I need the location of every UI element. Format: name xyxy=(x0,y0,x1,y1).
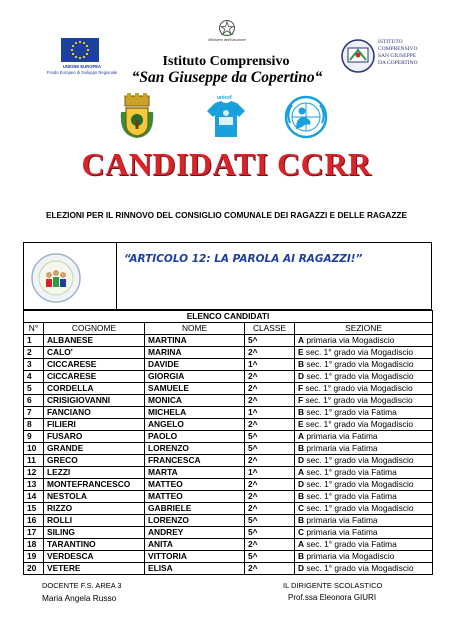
article-box xyxy=(23,242,432,310)
section-location: sec. 1° grado via Mogadiscio xyxy=(304,455,414,465)
row-number: 12 xyxy=(24,467,44,479)
class-cell: 5^ xyxy=(245,551,295,563)
surname-cell: SILING xyxy=(44,527,145,539)
name-cell: ANDREY xyxy=(145,527,245,539)
row-number: 19 xyxy=(24,551,44,563)
surname-cell: FILIERI xyxy=(44,419,145,431)
surname-cell: FANCIANO xyxy=(44,407,145,419)
class-cell: 5^ xyxy=(245,443,295,455)
section-cell xyxy=(295,407,433,419)
section-cell xyxy=(295,563,433,575)
column-header: COGNOME xyxy=(44,323,145,335)
name-cell: MATTEO xyxy=(145,491,245,503)
section-cell xyxy=(295,479,433,491)
name-cell: SAMUELE xyxy=(145,383,245,395)
section-cell xyxy=(295,335,433,347)
ministry-text: Ministero dell'Istruzione xyxy=(208,38,246,42)
page-subtitle: ELEZIONI PER IL RINNOVO DEL CONSIGLIO COMUNALE DEI RAGAZZI E DELLE RAGAZZE xyxy=(45,210,408,220)
section-location: primaria via Mogadiscio xyxy=(304,551,395,561)
section-location: sec. 1° grado via Mogadiscio xyxy=(303,347,414,357)
unicef-label: unicef xyxy=(217,95,232,101)
row-number: 13 xyxy=(24,479,44,491)
row-number: 15 xyxy=(24,503,44,515)
table-row xyxy=(24,383,433,395)
school-name: Istituto Comprensivo xyxy=(162,54,290,69)
eu-flag-icon xyxy=(61,38,99,62)
section-location: sec. 1° grado via Mogadiscio xyxy=(303,419,414,429)
class-cell: 1^ xyxy=(245,359,295,371)
name-cell: LORENZO xyxy=(145,443,245,455)
section-location: sec. 1° grado via Fatima xyxy=(304,467,397,477)
section-location: sec. 1° grado via Mogadiscio xyxy=(304,563,414,573)
name-cell: DAVIDE xyxy=(145,359,245,371)
city-crest-icon xyxy=(117,92,157,140)
surname-cell: CALO' xyxy=(44,347,145,359)
section-cell xyxy=(295,347,433,359)
section-cell xyxy=(295,443,433,455)
section-location: primaria via Fatima xyxy=(304,515,378,525)
name-cell: ELISA xyxy=(145,563,245,575)
column-header: SEZIONE xyxy=(295,323,433,335)
table-row xyxy=(24,371,433,383)
section-cell xyxy=(295,419,433,431)
section-letter: A xyxy=(298,539,305,549)
class-cell: 2^ xyxy=(245,503,295,515)
section-letter: D xyxy=(298,563,305,573)
seal-line: SAN GIUSEPPE xyxy=(378,53,417,59)
row-number: 18 xyxy=(24,539,44,551)
name-cell: FRANCESCA xyxy=(145,455,245,467)
unicef-shirt-icon xyxy=(205,95,247,139)
column-header: N° xyxy=(24,323,44,335)
seal-line: ISTITUTO COMPRENSIVO xyxy=(378,39,418,52)
table-row xyxy=(24,479,433,491)
name-cell: LORENZO xyxy=(145,515,245,527)
class-cell: 2^ xyxy=(245,563,295,575)
name-cell: GIORGIA xyxy=(145,371,245,383)
name-cell: MARTINA xyxy=(145,335,245,347)
section-letter: D xyxy=(298,371,305,381)
section-letter: B xyxy=(298,443,305,453)
section-letter: C xyxy=(298,527,305,537)
row-number: 16 xyxy=(24,515,44,527)
section-location: sec. 1° grado via Mogadiscio xyxy=(303,383,413,393)
section-cell xyxy=(295,551,433,563)
class-cell: 5^ xyxy=(245,335,295,347)
section-letter: B xyxy=(298,359,305,369)
table-row xyxy=(24,455,433,467)
surname-cell: VETERE xyxy=(44,563,145,575)
section-location: sec. 1° grado via Mogadiscio xyxy=(303,395,413,405)
section-cell xyxy=(295,431,433,443)
table-row xyxy=(24,407,433,419)
name-cell: ANITA xyxy=(145,539,245,551)
section-cell xyxy=(295,383,433,395)
page-title: CANDIDATI CCRR xyxy=(81,146,372,182)
candidates-table xyxy=(23,310,433,575)
italian-republic-emblem-icon xyxy=(218,19,236,37)
class-cell: 5^ xyxy=(245,527,295,539)
table-row xyxy=(24,359,433,371)
section-letter: D xyxy=(298,479,305,489)
class-cell: 2^ xyxy=(245,395,295,407)
class-cell: 2^ xyxy=(245,491,295,503)
surname-cell: CICCARESE xyxy=(44,359,145,371)
section-letter: B xyxy=(298,551,305,561)
row-number: 5 xyxy=(24,383,44,395)
surname-cell: CRISIGIOVANNI xyxy=(44,395,145,407)
table-row xyxy=(24,395,433,407)
section-letter: B xyxy=(298,491,305,501)
surname-cell: FUSARO xyxy=(44,431,145,443)
name-cell: ANGELO xyxy=(145,419,245,431)
row-number: 8 xyxy=(24,419,44,431)
surname-cell: CORDELLA xyxy=(44,383,145,395)
principal-name: Prof.ssa Eleonora GIURI xyxy=(288,593,377,602)
section-location: sec. 1° grado via Mogadiscio xyxy=(304,503,414,513)
name-cell: MONICA xyxy=(145,395,245,407)
section-cell xyxy=(295,515,433,527)
section-location: sec. 1° grado via Mogadiscio xyxy=(304,479,414,489)
row-number: 20 xyxy=(24,563,44,575)
section-location: primaria via Fatima xyxy=(304,443,378,453)
unicef-shirt xyxy=(205,95,247,139)
row-number: 14 xyxy=(24,491,44,503)
name-cell: MARTA xyxy=(145,467,245,479)
section-location: sec. 1° grado via Fatima xyxy=(304,491,397,501)
section-letter: B xyxy=(298,407,305,417)
school-seal-icon xyxy=(340,36,376,76)
class-cell: 2^ xyxy=(245,347,295,359)
surname-cell: GRECO xyxy=(44,455,145,467)
table-row xyxy=(24,551,433,563)
eu-caption: UNIONE EUROPEA xyxy=(62,64,102,69)
column-header: CLASSE xyxy=(245,323,295,335)
section-letter: A xyxy=(298,431,305,441)
section-cell xyxy=(295,455,433,467)
class-cell: 2^ xyxy=(245,479,295,491)
row-number: 4 xyxy=(24,371,44,383)
ccrr-logo-icon xyxy=(29,251,83,305)
table-row xyxy=(24,563,433,575)
principal-role: IL DIRIGENTE SCOLASTICO xyxy=(283,581,383,590)
unicef-emblem-icon xyxy=(282,93,330,141)
name-cell: GABRIELE xyxy=(145,503,245,515)
teacher-name: Maria Angela Russo xyxy=(42,593,117,603)
row-number: 3 xyxy=(24,359,44,371)
class-cell: 2^ xyxy=(245,539,295,551)
row-number: 2 xyxy=(24,347,44,359)
eu-fund-caption: Fondo Europeo di Sviluppo Regionale xyxy=(46,70,118,75)
section-cell xyxy=(295,395,433,407)
section-letter: A xyxy=(298,335,305,345)
section-cell xyxy=(295,359,433,371)
section-location: primaria via Mogadiscio xyxy=(304,335,395,345)
section-cell xyxy=(295,527,433,539)
school-motto: “San Giuseppe da Copertino“ xyxy=(131,69,323,86)
name-cell: MARINA xyxy=(145,347,245,359)
table-row xyxy=(24,539,433,551)
class-cell: 1^ xyxy=(245,407,295,419)
name-cell: PAOLO xyxy=(145,431,245,443)
section-letter: D xyxy=(298,455,305,465)
table-row xyxy=(24,467,433,479)
class-cell: 5^ xyxy=(245,431,295,443)
section-letter: E xyxy=(298,419,304,429)
teacher-role: DOCENTE F.S. AREA 3 xyxy=(42,581,122,590)
row-number: 17 xyxy=(24,527,44,539)
surname-cell: VERDESCA xyxy=(44,551,145,563)
section-location: sec. 1° grado via Fatima xyxy=(304,407,397,417)
name-cell: MICHELA xyxy=(145,407,245,419)
name-cell: MATTEO xyxy=(145,479,245,491)
surname-cell: ALBANESE xyxy=(44,335,145,347)
section-location: primaria via Fatima xyxy=(304,431,378,441)
row-number: 10 xyxy=(24,443,44,455)
table-caption: ELENCO CANDIDATI xyxy=(24,311,433,323)
column-header: NOME xyxy=(145,323,245,335)
class-cell: 2^ xyxy=(245,371,295,383)
surname-cell: ROLLI xyxy=(44,515,145,527)
section-letter: E xyxy=(298,347,304,357)
table-row xyxy=(24,491,433,503)
section-location: sec. 1° grado via Mogadiscio xyxy=(304,359,414,369)
section-cell xyxy=(295,467,433,479)
surname-cell: CICCARESE xyxy=(44,371,145,383)
section-letter: F xyxy=(298,395,304,405)
seal-line: DA COPERTINO xyxy=(378,60,418,66)
surname-cell: TARANTINO xyxy=(44,539,145,551)
table-row xyxy=(24,443,433,455)
section-cell xyxy=(295,371,433,383)
surname-cell: MONTEFRANCESCO xyxy=(44,479,145,491)
article-heading: “ARTICOLO 12: LA PAROLA AI RAGAZZI!” xyxy=(124,253,363,265)
row-number: 7 xyxy=(24,407,44,419)
class-cell: 1^ xyxy=(245,467,295,479)
row-number: 1 xyxy=(24,335,44,347)
surname-cell: LEZZI xyxy=(44,467,145,479)
class-cell: 2^ xyxy=(245,455,295,467)
table-row xyxy=(24,515,433,527)
section-location: sec. 1° grado via Fatima xyxy=(304,539,397,549)
table-row xyxy=(24,527,433,539)
row-number: 11 xyxy=(24,455,44,467)
section-letter: F xyxy=(298,383,304,393)
section-location: sec. 1° grado via Mogadiscio xyxy=(304,371,414,381)
surname-cell: RIZZO xyxy=(44,503,145,515)
section-letter: C xyxy=(298,503,305,513)
table-row xyxy=(24,347,433,359)
class-cell: 5^ xyxy=(245,515,295,527)
surname-cell: NESTOLA xyxy=(44,491,145,503)
table-row xyxy=(24,419,433,431)
section-letter: B xyxy=(298,515,305,525)
section-location: primaria via Fatima xyxy=(304,527,378,537)
section-letter: A xyxy=(298,467,305,477)
table-row xyxy=(24,431,433,443)
table-row xyxy=(24,335,433,347)
school-seal xyxy=(340,36,416,76)
row-number: 6 xyxy=(24,395,44,407)
class-cell: 2^ xyxy=(245,419,295,431)
section-cell xyxy=(295,503,433,515)
class-cell: 2^ xyxy=(245,383,295,395)
surname-cell: GRANDE xyxy=(44,443,145,455)
table-row xyxy=(24,503,433,515)
eu-logo xyxy=(42,38,122,80)
row-number: 9 xyxy=(24,431,44,443)
name-cell: VITTORIA xyxy=(145,551,245,563)
section-cell xyxy=(295,491,433,503)
section-cell xyxy=(295,539,433,551)
